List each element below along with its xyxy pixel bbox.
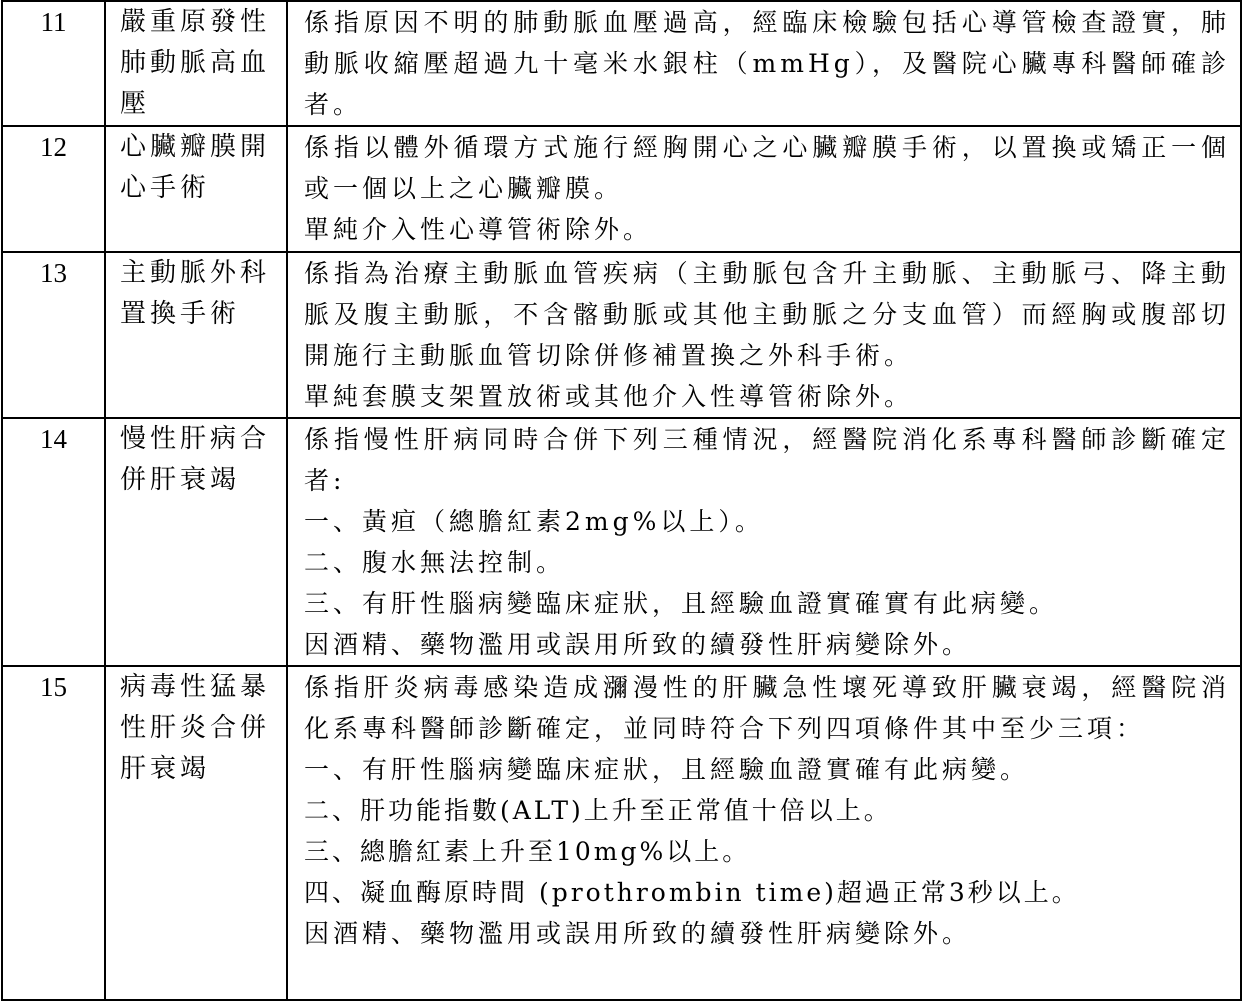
disease-name: 心臟瓣膜開心手術 [105,126,287,252]
item-number: 14 [2,418,105,666]
item-number: 11 [2,1,105,126]
table-row [2,1,1241,126]
definition-cell [287,666,1241,1000]
condition-line: 二、腹水無法控制。 [304,548,566,577]
disease-name: 慢性肝病合併肝衰竭 [105,418,287,666]
definition-cell [287,1,1241,126]
item-number: 12 [2,126,105,252]
condition-line: 四、凝血酶原時間 (prothrombin time)超過正常3秒以上。 [304,878,1080,907]
definition-cell [287,418,1241,666]
exclusion-line: 單純套膜支架置放術或其他介入性導管術除外。 [304,382,914,411]
definition-line: 係指肝炎病毒感染造成瀰漫性的肝臟急性壞死導致肝臟衰竭，經醫院消化系專科醫師診斷確定，並同時符合下列四項條件其中至少三項： [304,673,1230,743]
definition-line: 係指為治療主動脈血管疾病（主動脈包含升主動脈、主動脈弓、降主動脈及腹主動脈，不含髂動脈或其他主動脈之分支血管）而經胸或腹部切開施行主動脈血管切除併修補置換之外科手術。 [304,259,1230,370]
item-number: 13 [2,252,105,418]
condition-line: 二、肝功能指數(ALT)上升至正常值十倍以上。 [304,796,892,825]
disease-name: 病毒性猛暴性肝炎合併肝衰竭 [105,666,287,1000]
table-row [2,666,1241,1000]
disease-name: 嚴重原發性肺動脈高血壓 [105,1,287,126]
condition-line: 三、總膽紅素上升至10mg%以上。 [304,837,751,866]
condition-line: 一、黃疸（總膽紅素2mg%以上）。 [304,507,764,536]
disease-name: 主動脈外科置換手術 [105,252,287,418]
item-number: 15 [2,666,105,1000]
exclusion-line: 因酒精、藥物濫用或誤用所致的續發性肝病變除外。 [304,919,972,948]
table-row [2,252,1241,418]
condition-line: 一、有肝性腦病變臨床症狀，且經驗血證實確有此病變。 [304,755,1030,784]
table-row [2,418,1241,666]
condition-line: 三、有肝性腦病變臨床症狀，且經驗血證實確實有此病變。 [304,589,1059,618]
table-row [2,126,1241,252]
exclusion-line: 單純介入性心導管術除外。 [304,215,653,244]
definitions-table [1,0,1242,1001]
definition-cell [287,252,1241,418]
definition-line: 係指原因不明的肺動脈血壓過高，經臨床檢驗包括心導管檢查證實，肺動脈收縮壓超過九十毫米水銀柱（mmHg），及醫院心臟專科醫師確診者。 [304,8,1230,119]
definition-line: 係指以體外循環方式施行經胸開心之心臟瓣膜手術，以置換或矯正一個或一個以上之心臟瓣膜。 [304,133,1230,203]
definition-cell [287,126,1241,252]
definition-line: 係指慢性肝病同時合併下列三種情況，經醫院消化系專科醫師診斷確定者: [304,425,1230,495]
exclusion-line: 因酒精、藥物濫用或誤用所致的續發性肝病變除外。 [304,630,972,659]
